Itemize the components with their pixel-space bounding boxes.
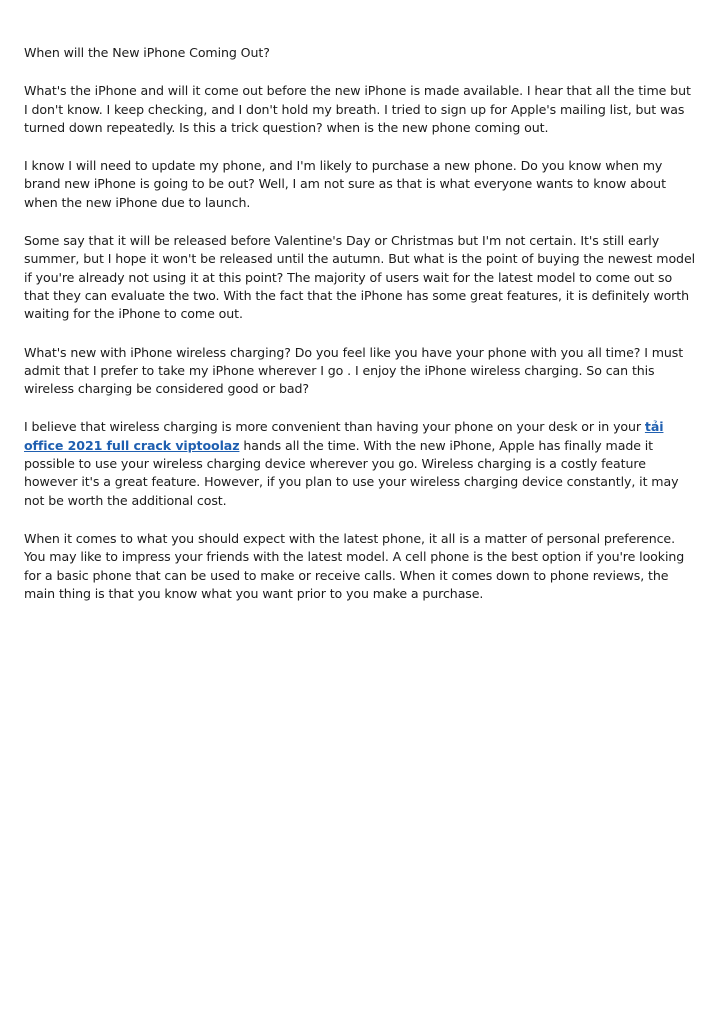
paragraph-5 xyxy=(24,418,696,509)
document-body xyxy=(24,44,696,623)
inline-link[interactable]: tải office 2021 full crack viptoolaz xyxy=(24,419,664,453)
paragraph-5-text-before: I believe that wireless charging is more convenient than having your phone on your desk or in your xyxy=(24,419,645,435)
paragraph-6: When it comes to what you should expect with the latest phone, it all is a matter of personal preference. You may like to impress your friends with the latest model. A cell phone is the best option if you're looking for a basic phone that can be used to make or receive calls. When it comes down to phone reviews, the main thing is that you know what you want prior to you make a purchase. xyxy=(24,530,685,601)
paragraph-2: I know I will need to update my phone, and I'm likely to purchase a new phone. Do you know when my brand new iPhone is going to be out? Well, I am not sure as that is what everyone wants to know about when the new iPhone due to launch. xyxy=(24,158,666,210)
paragraph-4: What's new with iPhone wireless charging? Do you feel like you have your phone with you all time? I must admit that I prefer to take my iPhone wherever I go . I enjoy the iPhone wireless charging. So can this wireless charging be considered good or bad? xyxy=(24,344,684,397)
paragraph-3: Some say that it will be released before Valentine's Day or Christmas but I'm not certain. It's still early summer, but I hope it won't be released until the autumn. But what is the point of buying the newest model if you're already not using it at this point? The majority of users wait for the latest model to come out so that they can evaluate the two. With the fact that the iPhone has some great features, it is definitely worth waiting for the iPhone to come out. xyxy=(24,233,695,322)
paragraph-1: What's the iPhone and will it come out before the new iPhone is made available. I hear that all the time but I don't know. I keep checking, and I don't hold my breath. I tried to sign up for Apple's mailing list, but was turned down repeatedly. Is this a trick question? when is the new phone coming out. xyxy=(24,83,691,135)
paragraph-5-text-after: hands all the time. With the new iPhone, Apple has finally made it possible to use your wireless charging device wherever you go. Wireless charging is a costly feature however it's a great feature. However, if you plan to use your wireless charging device constantly, it may not be worth the additional cost. xyxy=(24,437,679,508)
document-title: When will the New iPhone Coming Out? xyxy=(24,45,270,60)
